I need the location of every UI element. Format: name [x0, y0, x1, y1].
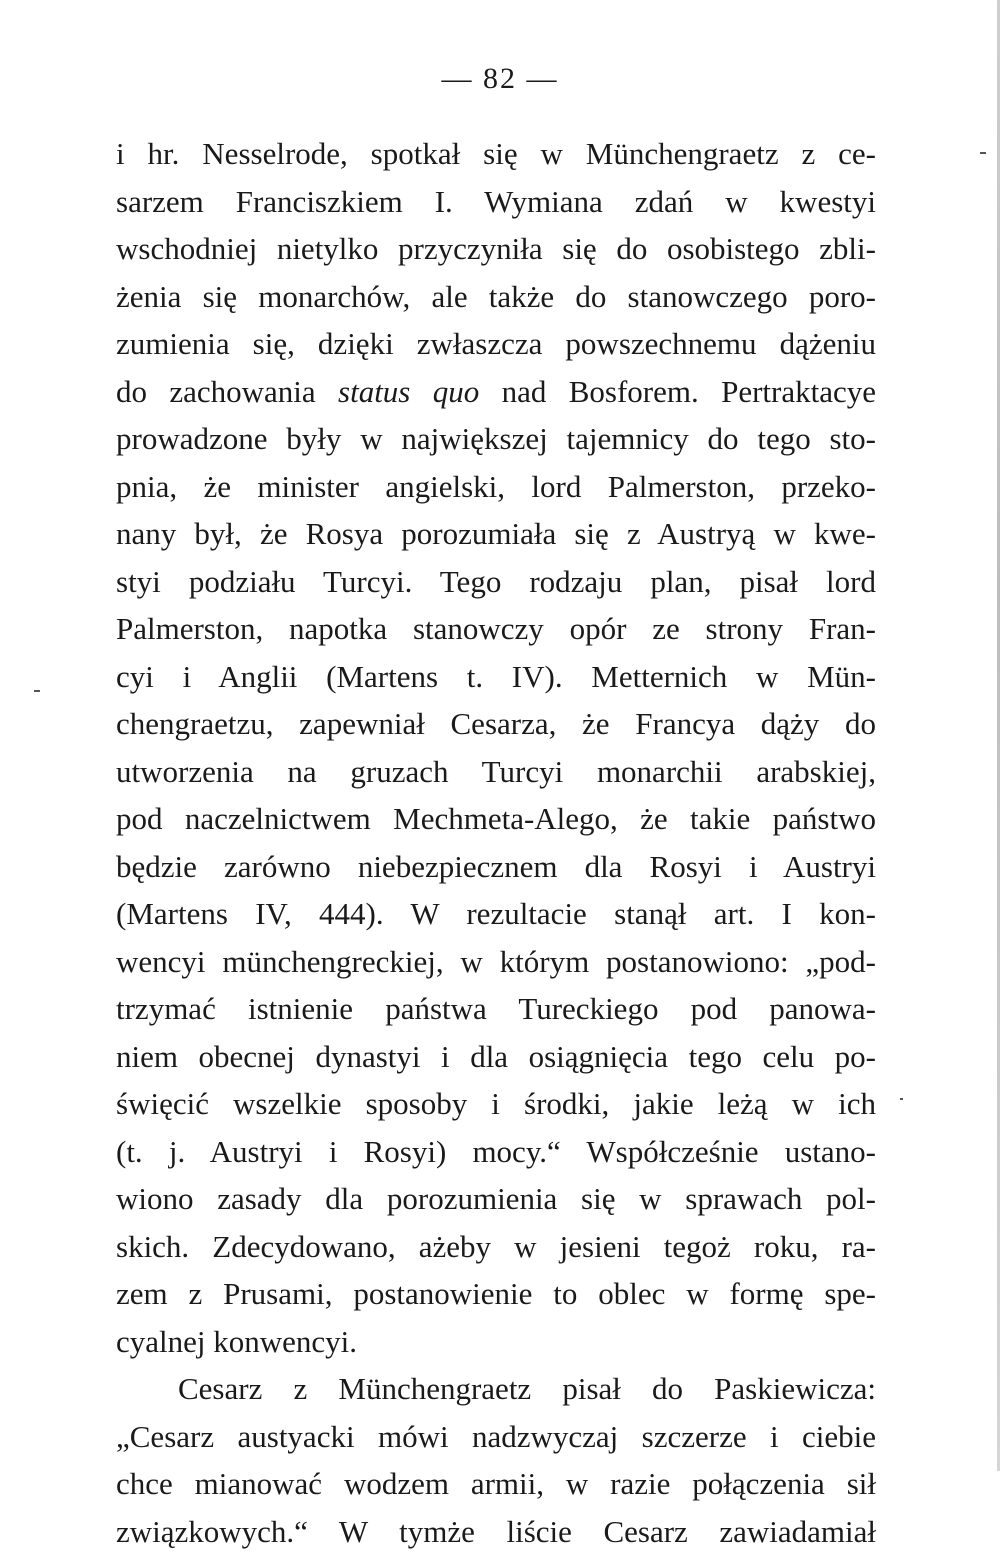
text-line: prowadzone były w największej tajemnicy do tego sto-: [116, 415, 876, 463]
text-line: styi podziału Turcyi. Tego rodzaju plan, pisał lord: [116, 558, 876, 606]
text-line: związkowych.“ W tymże liście Cesarz zawiadamiał: [116, 1508, 876, 1555]
text-line: wschodniej nietylko przyczyniła się do osobistego zbli-: [116, 225, 876, 273]
text-line: i hr. Nesselrode, spotkał się w Münchengraetz z ce-: [116, 130, 876, 178]
text-line: cyalnej konwencyi.: [116, 1318, 876, 1366]
text-line: (t. j. Austryi i Rosyi) mocy.“ Współcześnie ustano-: [116, 1128, 876, 1176]
text-span: nad Bosforem. Pertraktacye: [479, 374, 876, 409]
text-line: cyi i Anglii (Martens t. IV). Metternich w Mün-: [116, 653, 876, 701]
text-line: nany był, że Rosya porozumiała się z Austryą w kwe-: [116, 510, 876, 558]
text-line: pod naczelnictwem Mechmeta-Alego, że takie państwo: [116, 795, 876, 843]
paper-speck: [980, 152, 986, 154]
text-line: trzymać istnienie państwa Tureckiego pod panowa-: [116, 985, 876, 1033]
text-span: do zachowania: [116, 374, 338, 409]
text-line: [116, 368, 876, 416]
text-line: pnia, że minister angielski, lord Palmerston, przeko-: [116, 463, 876, 511]
text-line: żenia się monarchów, ale także do stanowczego poro-: [116, 273, 876, 321]
text-line: (Martens IV, 444). W rezultacie stanął art. I kon-: [116, 890, 876, 938]
paper-speck: [34, 690, 40, 692]
text-line: chce mianować wodzem armii, w razie połączenia sił: [116, 1460, 876, 1508]
text-line: wiono zasady dla porozumienia się w sprawach pol-: [116, 1175, 876, 1223]
paragraph-start-line: Cesarz z Münchengraetz pisał do Paskiewicza:: [116, 1365, 876, 1413]
text-line: niem obecnej dynastyi i dla osiągnięcia tego celu po-: [116, 1033, 876, 1081]
text-line: wencyi münchengreckiej, w którym postanowiono: „pod-: [116, 938, 876, 986]
italic-term: status quo: [338, 374, 479, 409]
text-line: skich. Zdecydowano, ażeby w jesieni tegoż roku, ra-: [116, 1223, 876, 1271]
paper-speck: [900, 1098, 903, 1100]
text-line: chengraetzu, zapewniał Cesarza, że Francya dąży do: [116, 700, 876, 748]
text-line: sarzem Franciszkiem I. Wymiana zdań w kwestyi: [116, 178, 876, 226]
text-line: zem z Prusami, postanowienie to oblec w formę spe-: [116, 1270, 876, 1318]
text-line: utworzenia na gruzach Turcyi monarchii arabskiej,: [116, 748, 876, 796]
text-line: Palmerston, napotka stanowczy opór ze strony Fran-: [116, 605, 876, 653]
text-line: „Cesarz austyacki mówi nadzwyczaj szczerze i ciebie: [116, 1413, 876, 1461]
text-line: święcić wszelkie sposoby i środki, jakie leżą w ich: [116, 1080, 876, 1128]
body-text: [116, 130, 876, 1555]
page-number: — 82 —: [0, 62, 1000, 96]
text-line: zumienia się, dzięki zwłaszcza powszechnemu dążeniu: [116, 320, 876, 368]
text-line: będzie zarówno niebezpiecznem dla Rosyi i Austryi: [116, 843, 876, 891]
